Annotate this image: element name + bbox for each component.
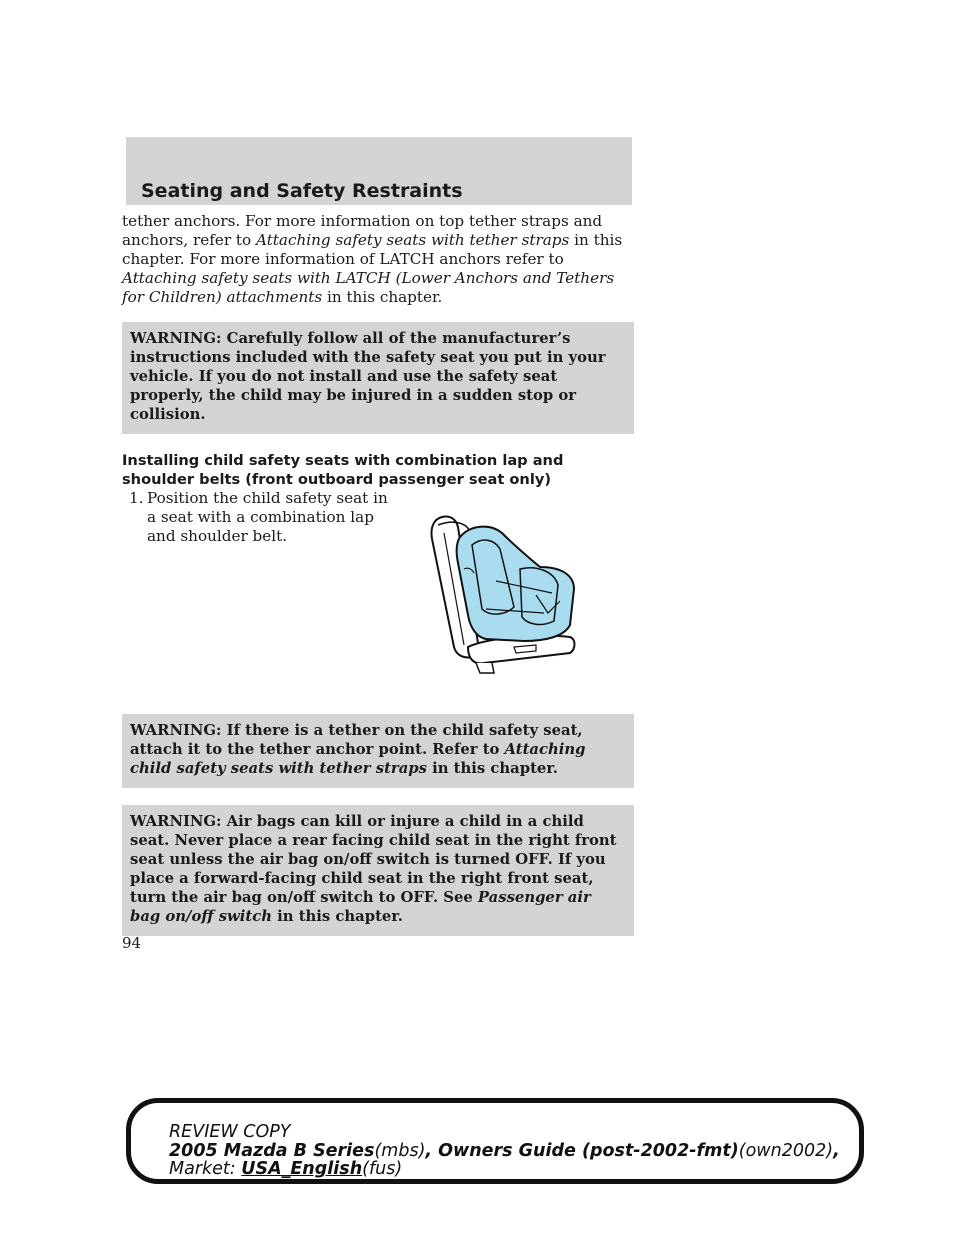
warning-text: WARNING: Carefully follow all of the manufacturer’s instructions included with the safety seat you put in your vehicle. If you do not install and use the safety seat properly, the child may be injured in a sudden stop or collision.	[130, 330, 606, 423]
market-label: Market:	[169, 1159, 242, 1179]
step-1	[122, 489, 634, 697]
separator: ,	[833, 1140, 840, 1161]
review-copy-footer	[126, 1098, 864, 1184]
warning-text: WARNING: If there is a tether on the child safety seat, attach it to the tether anchor point. Refer to	[130, 722, 583, 758]
page-number: 94	[122, 934, 142, 952]
review-copy-text	[169, 1123, 840, 1179]
warning-box-airbag	[122, 805, 634, 936]
separator: ,	[425, 1140, 439, 1161]
review-line-1: REVIEW COPY	[169, 1122, 291, 1142]
intro-paragraph	[122, 212, 634, 307]
market-code: (fus)	[362, 1159, 403, 1179]
warning-box-tether	[122, 714, 634, 788]
intro-text: in this chapter. For more information of LATCH anchors refer to	[122, 231, 623, 268]
cross-reference-tether-straps: Attaching child safety seats with tether straps	[130, 741, 586, 777]
step-text: Position the child safety seat in a seat with a combination lap and shoulder belt.	[147, 489, 388, 545]
review-line-2	[169, 1142, 840, 1161]
guide-code: (own2002)	[738, 1140, 834, 1161]
guide-name: Owners Guide (post-2002-fmt)	[438, 1140, 739, 1161]
market-name: USA_English	[241, 1159, 363, 1179]
warning-text: WARNING: Air bags can kill or injure a child in a child seat. Never place a rear facing child seat in the right front seat unless the air bag on/off switch is turned OFF. If you place a forward-facing child seat in the right front seat, turn the air bag on/off switch to OFF. See	[130, 813, 617, 906]
warning-box-manufacturer	[122, 322, 634, 434]
section-title: Seating and Safety Restraints	[141, 180, 463, 202]
model-name: 2005 Mazda B Series	[169, 1140, 375, 1161]
warning-text: in this chapter.	[426, 760, 558, 777]
section-header-band	[126, 137, 632, 205]
intro-text: tether anchors. For more information on top tether straps and anchors, refer to	[122, 212, 603, 249]
cross-reference-airbag-switch: Passenger air bag on/off switch	[130, 889, 591, 925]
review-line-3	[169, 1160, 840, 1179]
cross-reference-latch: Attaching safety seats with LATCH (Lower Anchors and Tethers for Children) attachments	[122, 269, 615, 306]
section-heading: Installing child safety seats with combination lap and shoulder belts (front outboard passenger seat only)	[122, 452, 564, 488]
cross-reference-tether-straps: Attaching safety seats with tether straps	[256, 231, 570, 249]
child-seat-illustration	[424, 497, 584, 675]
step-number: 1.	[129, 489, 144, 507]
intro-text: in this chapter.	[322, 288, 443, 306]
warning-text: in this chapter.	[272, 908, 403, 925]
page-content	[122, 212, 634, 936]
model-code: (mbs)	[374, 1140, 426, 1161]
